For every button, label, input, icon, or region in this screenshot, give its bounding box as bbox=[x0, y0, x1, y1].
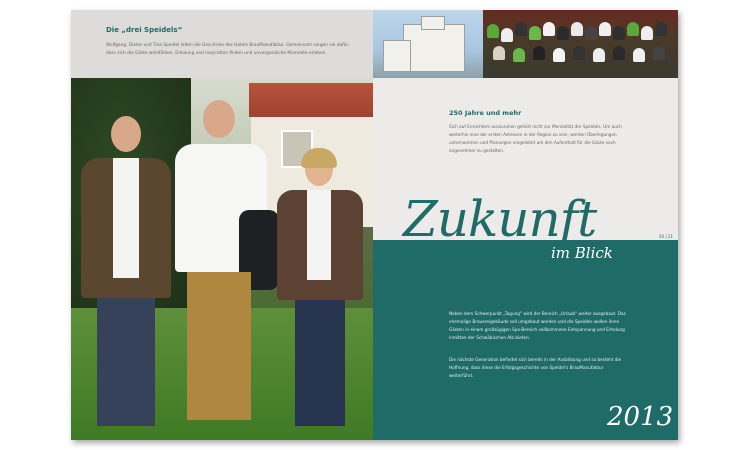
left-header-band bbox=[71, 10, 373, 78]
person-left bbox=[81, 116, 171, 436]
right-page bbox=[373, 10, 678, 440]
person-middle bbox=[171, 100, 271, 420]
title-sub: im Blick bbox=[551, 244, 613, 262]
year-label: 2013 bbox=[607, 402, 674, 432]
body-paragraph-1: Neben dem Schwerpunkt „Tagung“ wird der Bereich „Urlaub“ weiter ausgebaut. Das ehemalige Brauereigebäude soll umgebaut werden und die Speidels wollen ihren Gästen in einem großzügigen Spa-Bereich vollkommene Entspannung und Erholung inmitten der Schwäbischen Alb bieten. bbox=[449, 311, 626, 340]
brochure-spread bbox=[71, 10, 678, 440]
left-page bbox=[71, 10, 373, 440]
page-number: 20 | 21 bbox=[659, 234, 674, 239]
building-rendering-image bbox=[373, 10, 483, 78]
family-photo bbox=[71, 78, 373, 440]
right-heading: 250 Jahre und mehr bbox=[449, 109, 522, 117]
body-paragraph-2: Die nächste Generation befindet sich bereits in der Ausbildung und so besteht die Hoffnung, dass diese die Erfolgsgeschichte von Speidel's BrauManufaktur weiterführt. bbox=[449, 357, 622, 378]
left-intro-text: Wolfgang, Dieter und Tina Speidel leiten die Geschicke des Hotels BrauManufaktur. Gemeinsam sorgen sie dafür, dass sich die Gäste wohlfühlen, Erholung und inspiration finden und unvergessliche Momente erleben. bbox=[106, 43, 350, 56]
team-group-photo bbox=[483, 10, 678, 78]
right-intro-text: Sich auf Erreichtem auszuruhen gehört nicht zur Mentalität der Speidels. Um auch weiterhin eine der ersten Adressen in der Region zu sein, werden Überlegungen unternommen und Planungen eingeleitet um den Aufenthalt für die Gäste noch angenehmer zu gestalten. bbox=[449, 124, 622, 153]
title-main: Zukunft bbox=[403, 190, 597, 248]
left-heading: Die „drei Speidels“ bbox=[106, 26, 183, 34]
person-right bbox=[277, 152, 363, 432]
